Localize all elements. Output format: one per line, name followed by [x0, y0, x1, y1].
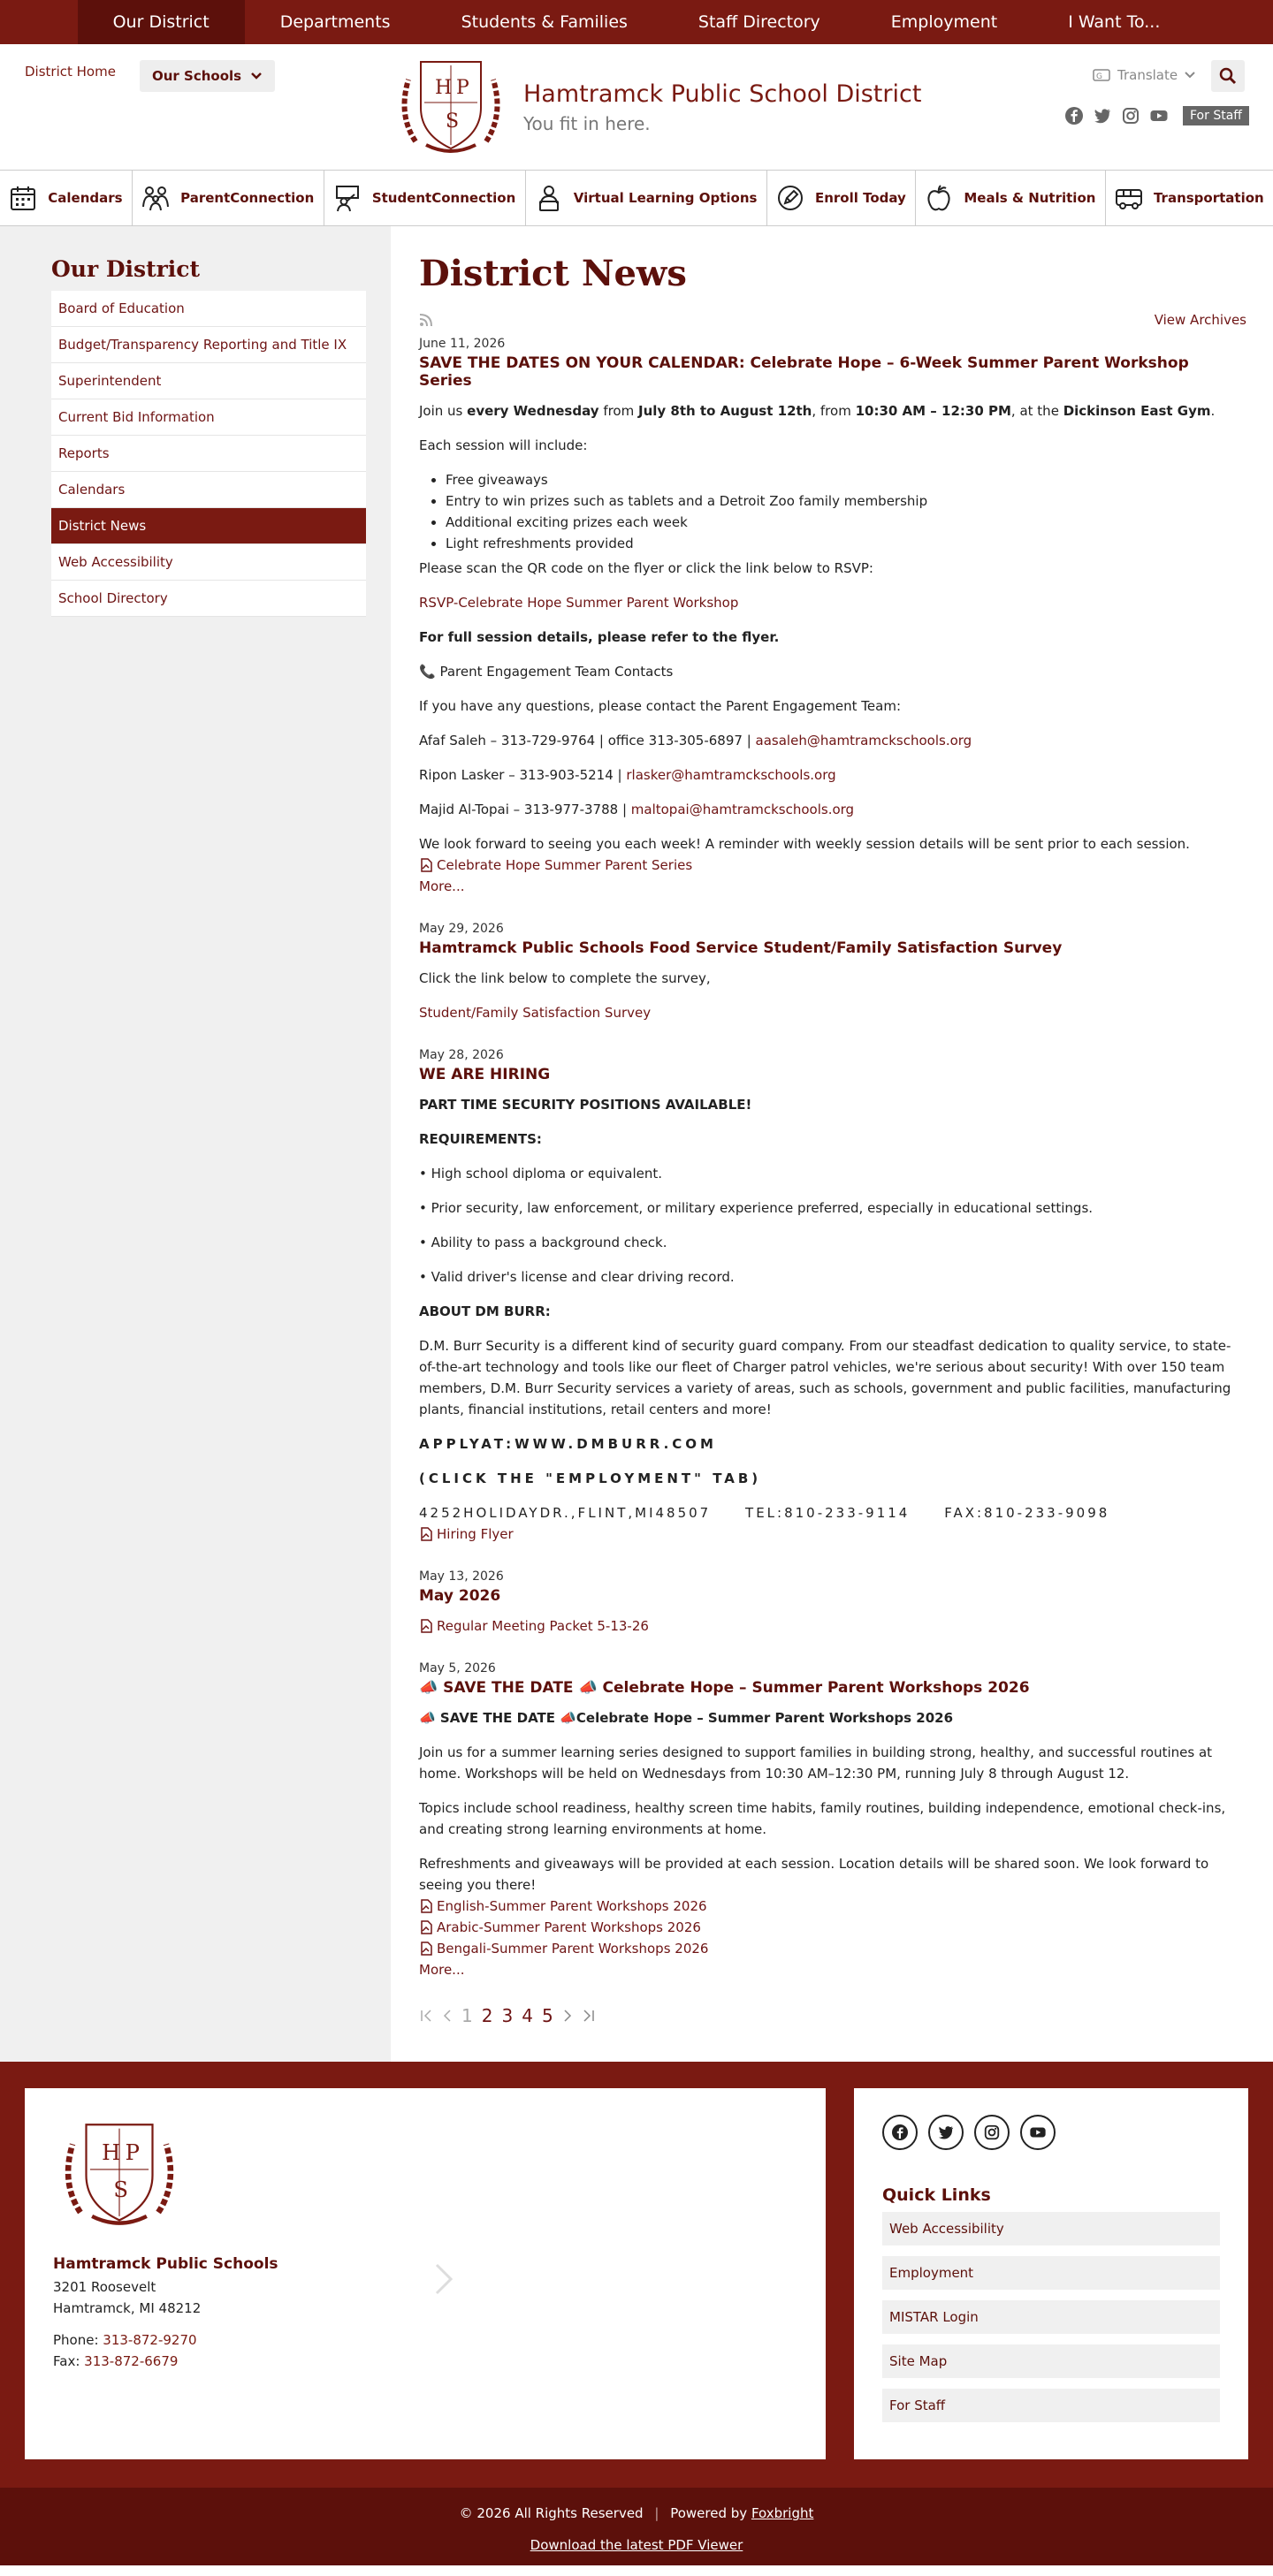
virtual-learning-icon [535, 184, 563, 212]
pdf-file-icon [419, 1920, 433, 1934]
previous-page-icon[interactable] [442, 2009, 453, 2023]
topnav-departments[interactable]: Departments [279, 12, 391, 32]
topnav-i-want-to[interactable]: I Want To... [1068, 12, 1161, 32]
quick-enroll-today[interactable] [767, 171, 916, 225]
district-logo-link[interactable] [391, 53, 921, 161]
search-icon [1219, 67, 1237, 85]
sidebar-item-budget-transparency[interactable]: Budget/Transparency Reporting and Title IX [51, 327, 366, 363]
article-paragraph: (CLICK THE "EMPLOYMENT" TAB) [419, 1470, 762, 1486]
bus-icon [1115, 184, 1143, 212]
article-title[interactable]: 📣 SAVE THE DATE 📣 Celebrate Hope – Summer Parent Workshops 2026 [419, 1679, 1030, 1697]
contact-line: Afaf Saleh – 313-729-9764 | office 313-305-6897 | aasaleh@hamtramckschools.org [419, 733, 972, 748]
quick-links [882, 2185, 1220, 2422]
quick-virtual-learning[interactable] [526, 171, 767, 225]
quick-label: Calendars [48, 190, 123, 206]
more-link[interactable]: More... [419, 878, 465, 894]
chevron-down-icon [1185, 72, 1195, 79]
translate-label: Translate [1117, 67, 1178, 83]
email-link[interactable]: aasaleh@hamtramckschools.org [755, 733, 972, 748]
quick-label: StudentConnection [371, 190, 516, 206]
quick-calendars[interactable] [0, 171, 133, 225]
article-date: June 11, 2026 [419, 337, 506, 351]
article-paragraph: 📞 Parent Engagement Team Contacts [419, 664, 674, 680]
view-archives-link[interactable]: View Archives [1154, 312, 1246, 328]
email-link[interactable]: rlasker@hamtramckschools.org [626, 767, 836, 783]
quick-link-web-accessibility[interactable]: Web Accessibility [882, 2212, 1220, 2245]
footer-school-name: Hamtramck Public Schools [53, 2255, 278, 2273]
page-2[interactable]: 2 [481, 2005, 493, 2026]
news-content [391, 226, 1273, 2062]
page-5[interactable]: 5 [541, 2005, 553, 2026]
footer-crest-logo [53, 2115, 186, 2234]
news-article [419, 337, 1246, 897]
site-header [0, 44, 1273, 170]
topnav-staff-directory[interactable]: Staff Directory [697, 12, 820, 32]
site-footer [0, 2062, 1273, 2488]
quick-label: Virtual Learning Options [573, 190, 758, 206]
first-page-icon[interactable] [419, 2009, 433, 2023]
rss-icon[interactable] [419, 313, 433, 327]
list-item: • Entry to win prizes such as tablets and a Detroit Zoo family membership [446, 490, 1246, 512]
quick-meals-nutrition[interactable] [916, 171, 1106, 225]
our-schools-dropdown[interactable] [140, 60, 275, 92]
survey-link[interactable]: Student/Family Satisfaction Survey [419, 1005, 652, 1021]
sidebar-item-calendars[interactable]: Calendars [51, 472, 366, 508]
footer-contact-card [25, 2088, 826, 2459]
youtube-icon[interactable] [1149, 106, 1169, 125]
sidebar-item-web-accessibility[interactable]: Web Accessibility [51, 544, 366, 581]
our-schools-label: Our Schools [152, 68, 242, 84]
crest-letter-p: P [456, 77, 469, 99]
footer-phone: Phone: 313-872-9270 [53, 2332, 197, 2348]
header-social-links [1064, 106, 1249, 125]
pdf-file-icon [419, 1899, 433, 1913]
topnav-employment[interactable]: Employment [890, 12, 998, 32]
phone-link[interactable]: 313-872-9270 [103, 2332, 197, 2348]
list-item: • Free giveaways [446, 469, 1246, 490]
apple-icon [925, 184, 953, 212]
sidebar-item-current-bid[interactable]: Current Bid Information [51, 399, 366, 436]
news-article [419, 1048, 1246, 1545]
article-paragraph: 4252HOLIDAYDR.,FLINT,MI48507 TEL:810-233-9114 FAX:810-233-9098 [419, 1505, 1110, 1521]
article-paragraph: ABOUT DM BURR: [419, 1303, 551, 1319]
parents-icon [141, 184, 170, 212]
district-home-link[interactable]: District Home [25, 64, 116, 80]
email-link[interactable]: maltopai@hamtramckschools.org [630, 802, 855, 817]
news-article [419, 1569, 1246, 1637]
article-paragraph: For full session details, please refer to the flyer. [419, 629, 780, 645]
quick-studentconnection[interactable] [324, 171, 526, 225]
footer-youtube[interactable] [1020, 2115, 1056, 2150]
quick-link-mistar-login[interactable]: MISTAR Login [882, 2300, 1220, 2334]
quick-link-site-map[interactable]: Site Map [882, 2344, 1220, 2378]
article-paragraph: • High school diploma or equivalent. [419, 1166, 663, 1182]
article-paragraph: If you have any questions, please contact the Parent Engagement Team: [419, 698, 902, 714]
news-article [419, 1661, 1246, 1980]
search-button[interactable] [1211, 60, 1245, 92]
contact-line: Ripon Lasker – 313-903-5214 | rlasker@hamtramckschools.org [419, 767, 836, 783]
crest-letter-s: S [113, 2176, 129, 2202]
twitter-icon [937, 2124, 955, 2141]
translate-dropdown[interactable] [1093, 67, 1195, 83]
topnav-students-families[interactable]: Students & Families [461, 12, 628, 32]
student-icon [333, 184, 362, 212]
quick-label: Transportation [1153, 190, 1264, 206]
article-bullets [446, 469, 1246, 554]
article-paragraph: • Valid driver's license and clear driving record. [419, 1269, 735, 1285]
quick-links-title: Quick Links [882, 2185, 991, 2205]
more-link[interactable]: More... [419, 1962, 465, 1978]
district-tagline: You fit in here. [523, 112, 651, 134]
topnav-our-district[interactable]: Our District [78, 0, 245, 44]
article-paragraph [419, 592, 1246, 613]
chevron-down-icon [250, 72, 263, 80]
pen-icon [776, 184, 804, 212]
article-title[interactable]: WE ARE HIRING [419, 1066, 551, 1083]
translate-icon [1093, 69, 1110, 81]
youtube-icon [1029, 2124, 1047, 2141]
top-navigation [0, 0, 1273, 44]
footer-instagram[interactable] [974, 2115, 1010, 2150]
pdf-file-icon [419, 858, 433, 872]
list-item: • Light refreshments provided [446, 533, 1246, 554]
list-item: • Additional exciting prizes each week [446, 512, 1246, 533]
pdf-viewer-link[interactable]: Download the latest PDF Viewer [530, 2537, 743, 2553]
article-paragraph: • Prior security, law enforcement, or military experience preferred, especially in educational settings. [419, 1200, 1094, 1216]
quick-label: Meals & Nutrition [964, 190, 1096, 206]
contact-line: Majid Al-Topai – 313-977-3788 | maltopai@hamtramckschools.org [419, 802, 855, 817]
sidebar-item-superintendent[interactable]: Superintendent [51, 363, 366, 399]
district-name: Hamtramck Public School District [523, 80, 922, 108]
article-paragraph: Click the link below to complete the survey, [419, 970, 711, 986]
quick-link-employment[interactable]: Employment [882, 2256, 1220, 2290]
page-3[interactable]: 3 [501, 2005, 514, 2026]
article-paragraph: 📣 SAVE THE DATE 📣Celebrate Hope – Summer Parent Workshops 2026 [419, 1710, 954, 1726]
main-area [0, 226, 1273, 2062]
pdf-file-icon [419, 1619, 433, 1633]
crest-letter-p: P [125, 2139, 140, 2165]
article-paragraph: Topics include school readiness, healthy screen time habits, family routines, building independence, emotional check-ins, and creating strong learning environments at home. [419, 1800, 1226, 1837]
article-title[interactable]: SAVE THE DATES ON YOUR CALENDAR: Celebrate Hope – 6-Week Summer Parent Workshop Series [419, 354, 1189, 390]
calendar-icon [9, 184, 37, 212]
crest-letter-s: S [446, 110, 460, 133]
svg-text:G: G [1096, 72, 1102, 81]
page-title: District News [419, 253, 687, 294]
article-paragraph: Join us every Wednesday from July 8th to August 12th, from 10:30 AM – 12:30 PM, at the Dickinson East Gym. [419, 403, 1216, 419]
article-date: May 29, 2026 [419, 922, 504, 936]
file-attachment-link[interactable]: Arabic-Summer Parent Workshops 2026 [419, 1917, 1246, 1938]
quick-link-for-staff[interactable]: For Staff [882, 2389, 1220, 2422]
copyright: © 2026 All Rights Reserved [459, 2505, 644, 2521]
news-article [419, 922, 1246, 1023]
article-title[interactable]: May 2026 [419, 1587, 501, 1605]
footer-fax: Fax: 313-872-6679 [53, 2353, 179, 2369]
quick-label: ParentConnection [180, 190, 315, 206]
instagram-icon[interactable] [1121, 106, 1140, 125]
quick-parentconnection[interactable] [133, 171, 324, 225]
instagram-icon [983, 2124, 1001, 2141]
sidebar-title: Our District [51, 256, 201, 282]
article-date: May 5, 2026 [419, 1661, 496, 1676]
foxbright-link[interactable]: Foxbright [751, 2505, 814, 2521]
footer-address-line: Hamtramck, MI 48212 [53, 2300, 202, 2316]
article-paragraph: Each session will include: [419, 437, 588, 453]
sidebar-item-school-directory[interactable]: School Directory [51, 581, 366, 617]
quick-transportation[interactable] [1106, 171, 1273, 225]
fax-link[interactable]: 313-872-6679 [84, 2353, 179, 2369]
pagination [419, 2005, 1246, 2026]
file-attachment-link[interactable]: English-Summer Parent Workshops 2026 [419, 1896, 1246, 1917]
article-paragraph: Refreshments and giveaways will be provided at each session. Location details will be shared soon. We look forward to seeing you there! [419, 1856, 1209, 1893]
footer-links-card [854, 2088, 1248, 2459]
crest-letter-h: H [102, 2139, 121, 2165]
for-staff-button[interactable]: For Staff [1183, 106, 1249, 125]
article-paragraph: • Ability to pass a background check. [419, 1235, 667, 1250]
bottom-bar: © 2026 All Rights Reserved | Powered by Foxbright Download the latest PDF Viewer [0, 2488, 1273, 2565]
sidebar-item-board-of-education[interactable]: Board of Education [51, 291, 366, 327]
footer-social-links [882, 2115, 1220, 2150]
quick-label: Enroll Today [814, 190, 906, 206]
article-date: May 28, 2026 [419, 1048, 504, 1062]
article-paragraph: PART TIME SECURITY POSITIONS AVAILABLE! [419, 1097, 752, 1113]
pdf-file-icon [419, 1527, 433, 1541]
article-paragraph: APPLYAT:WWW.DMBURR.COM [419, 1436, 717, 1452]
footer-address-line: 3201 Roosevelt [53, 2279, 156, 2295]
last-page-icon[interactable] [582, 2009, 596, 2023]
article-title[interactable]: Hamtramck Public Schools Food Service Student/Family Satisfaction Survey [419, 939, 1063, 957]
footer-twitter[interactable] [928, 2115, 964, 2150]
sidebar [0, 226, 391, 2062]
page-4[interactable]: 4 [522, 2005, 533, 2026]
sidebar-item-district-news[interactable]: District News [51, 508, 366, 544]
article-paragraph [419, 1002, 1246, 1023]
article-paragraph: D.M. Burr Security is a different kind of security guard company. From our steadfast dedication to quality service, to state-of-the-art technology and tools like our fleet of Charger patrol vehicles, we're serious about security! With over 150 team members, D.M. Burr Security services a variety of areas, such as schools, government and public facilities, manufacturing plants, financial institutions, retail centers and more! [419, 1338, 1231, 1417]
article-date: May 13, 2026 [419, 1569, 504, 1584]
article-paragraph: Join us for a summer learning series designed to support families in building strong, healthy, and successful routines at home. Workshops will be held on Wednesdays from 10:30 AM–12:30 PM, running July 8 through August 12. [419, 1744, 1213, 1782]
page-1: 1 [461, 2005, 473, 2026]
crest-letter-h: H [435, 77, 453, 99]
file-attachment-link[interactable]: Hiring Flyer [419, 1524, 1246, 1545]
pdf-file-icon [419, 1941, 433, 1956]
file-attachment-link[interactable]: Regular Meeting Packet 5-13-26 [419, 1615, 1246, 1637]
facebook-icon [891, 2124, 909, 2141]
article-paragraph: REQUIREMENTS: [419, 1131, 542, 1147]
quick-access-bar [0, 170, 1273, 226]
footer-facebook[interactable] [882, 2115, 918, 2150]
file-attachment-link[interactable]: Celebrate Hope Summer Parent Series [419, 855, 1246, 876]
rsvp-link[interactable]: RSVP-Celebrate Hope Summer Parent Workshop [419, 595, 739, 611]
powered-by: Powered by [670, 2505, 751, 2521]
district-crest-logo [391, 53, 511, 161]
next-page-icon[interactable] [562, 2009, 573, 2023]
file-attachment-link[interactable]: Bengali-Summer Parent Workshops 2026 [419, 1938, 1246, 1959]
sidebar-item-reports[interactable]: Reports [51, 436, 366, 472]
twitter-icon[interactable] [1093, 106, 1112, 125]
chevron-right-icon[interactable] [433, 2261, 454, 2297]
article-paragraph: We look forward to seeing you each week! A reminder with weekly session details will be sent prior to each session. [419, 836, 1190, 852]
article-paragraph: Please scan the QR code on the flyer or click the link below to RSVP: [419, 560, 873, 576]
facebook-icon[interactable] [1064, 106, 1084, 125]
